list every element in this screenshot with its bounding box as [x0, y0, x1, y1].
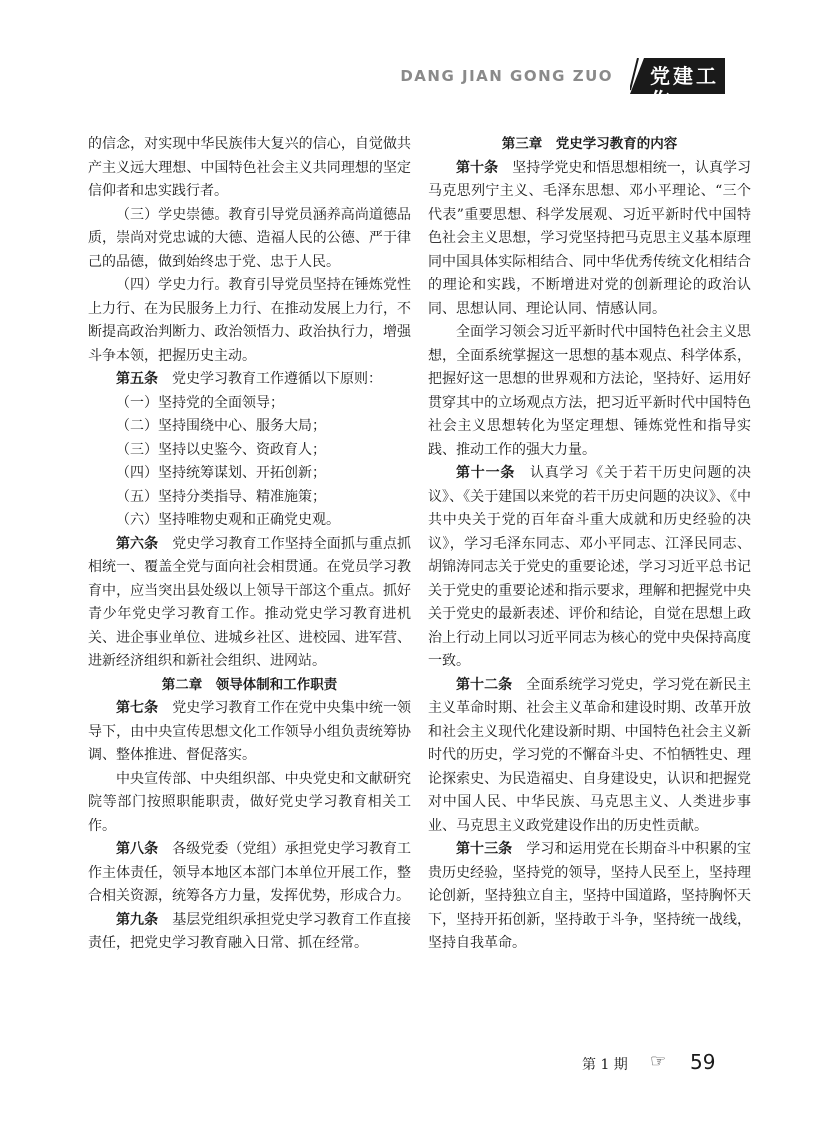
article-text: 基层党组织承担党史学习教育工作直接责任，把党史学习教育融入日常、抓在经常。 — [88, 911, 412, 951]
article-text: 党史学习教育工作在党中央集中统一领导下，由中央宣传思想文化工作领导小组负责统筹协调、整体推进、督促落实。 — [88, 700, 412, 763]
article-label: 第十条 — [456, 159, 499, 176]
article-paragraph — [428, 674, 751, 839]
body-paragraph: （六）坚持唯物史观和正确党史观。 — [116, 512, 340, 528]
article-paragraph — [88, 838, 411, 909]
article-text: 全面系统学习党史，学习党在新民主主义革命时期、社会主义革命和建设时期、改革开放和社会主义现代化建设新时期、中国特色社会主义新时代的历史，学习党的不懈奋斗史、不怕牺牲史、理论探索史、为民造福史、自身建设史，认识和把握党对中国人民、中华民族、马克思主义、人类进步事业、马克思主义政党建设作出的历史性贡献。 — [428, 676, 752, 834]
pointing-hand-icon: ☞ — [650, 1051, 667, 1072]
chapter-heading: 第三章 党史学习教育的内容 — [501, 136, 678, 152]
chapter-heading: 第二章 领导体制和工作职责 — [161, 676, 338, 693]
article-paragraph — [428, 462, 751, 674]
body-paragraph: （四）坚持统筹谋划、开拓创新； — [116, 465, 326, 481]
article-text: 坚持学党史和悟思想相统一，认真学习马克思列宁主义、毛泽东思想、邓小平理论、“三个代表”重要思想、科学发展观、习近平新时代中国特色社会主义思想，学习党坚持把马克思主义基本原理同中国具体实际相结合、同中华优秀传统文化相结合的理论和实践，不断增进对党的创新理论的政治认同、思想认同、理论认同、情感认同。 — [428, 159, 752, 317]
article-paragraph — [428, 838, 751, 956]
article-paragraph — [88, 533, 411, 674]
page-number: 59 — [690, 1050, 716, 1074]
article-paragraph — [88, 368, 411, 392]
body-paragraph: 中央宣传部、中央组织部、中央党史和文献研究院等部门按照职能职责，做好党史学习教育相关工作。 — [88, 770, 411, 834]
body-paragraph: （四）学史力行。教育引导党员坚持在锤炼党性上力行、在为民服务上力行、在推动发展上力行，不断提高政治判断力、政治领悟力、政治执行力，增强斗争本领，把握历史主动。 — [88, 277, 411, 364]
article-label: 第十三条 — [456, 841, 513, 857]
page-footer — [582, 1050, 742, 1080]
article-label: 第九条 — [116, 911, 159, 928]
article-label: 第十二条 — [456, 676, 513, 693]
article-label: 第十一条 — [456, 465, 516, 481]
article-text: 认真学习《关于若干历史问题的决议》、《关于建国以来党的若干历史问题的决议》、《中共中央关于党的百年奋斗重大成就和历史经验的决议》，学习毛泽东同志、邓小平同志、江泽民同志、胡锦涛同志关于党史的重要论述，学习习近平总书记关于党史的重要论述和指示要求，理解和把握党中央关于党史的最新表述、评价和结论，自觉在思想上政治上行动上同以习近平同志为核心的党中央保持高度一致。 — [428, 465, 752, 669]
header-pinyin: DANG JIAN GONG ZUO — [400, 67, 613, 85]
article-paragraph — [88, 697, 411, 768]
article-paragraph — [428, 157, 751, 322]
body-paragraph: （五）坚持分类指导、精准施策； — [116, 488, 326, 505]
article-label: 第八条 — [116, 841, 159, 857]
body-paragraph: （三）坚持以史鉴今、资政育人； — [116, 441, 326, 458]
article-text: 党史学习教育工作坚持全面抓与重点抓相统一、覆盖全党与面向社会相贯通。在党员学习教育中，应当突出县处级以上领导干部这个重点。抓好青少年党史学习教育工作。推动党史学习教育进机关、进企事业单位、进城乡社区、进校园、进军营、进新经济组织和新社会组织、进网站。 — [88, 535, 412, 669]
article-paragraph — [88, 909, 411, 956]
article-label: 第五条 — [116, 371, 158, 387]
body-paragraph: 全面学习领会习近平新时代中国特色社会主义思想，全面系统掌握这一思想的基本观点、科学体系，把握好这一思想的世界观和方法论，坚持好、运用好贯穿其中的立场观点方法，把习近平新时代中国特色社会主义思想转化为坚定理想、锤炼党性和指导实践、推动工作的强大力量。 — [428, 324, 751, 458]
issue-number: 第 1 期 — [582, 1057, 628, 1073]
right-column — [428, 133, 751, 956]
article-label: 第六条 — [116, 535, 159, 552]
continued-paragraph: 的信念，对实现中华民族伟大复兴的信心，自觉做共产主义远大理想、中国特色社会主义共同理想的坚定信仰者和忠实践行者。 — [88, 136, 411, 199]
article-label: 第七条 — [116, 700, 159, 716]
article-text: 党史学习教育工作遵循以下原则： — [172, 371, 382, 387]
body-paragraph: （三）学史崇德。教育引导党员涵养高尚道德品质，崇尚对党忠诚的大德、造福人民的公德、严于律己的品德，做到始终忠于党、忠于人民。 — [88, 206, 411, 270]
body-paragraph: （二）坚持围绕中心、服务大局； — [116, 418, 326, 434]
article-text: 学习和运用党在长期奋斗中积累的宝贵历史经验，坚持党的领导，坚持人民至上，坚持理论创新，坚持独立自主，坚持中国道路，坚持胸怀天下，坚持开拓创新，坚持敢于斗争，坚持统一战线，坚持自我革命。 — [428, 841, 752, 951]
article-text: 各级党委（党组）承担党史学习教育工作主体责任，领导本地区本部门本单位开展工作，整合相关资源，统筹各方力量，发挥优势，形成合力。 — [88, 841, 412, 904]
left-column — [88, 133, 411, 956]
body-paragraph: （一）坚持党的全面领导； — [116, 394, 284, 411]
header-title: 党建工作 — [650, 64, 719, 112]
header-badge — [630, 58, 725, 112]
